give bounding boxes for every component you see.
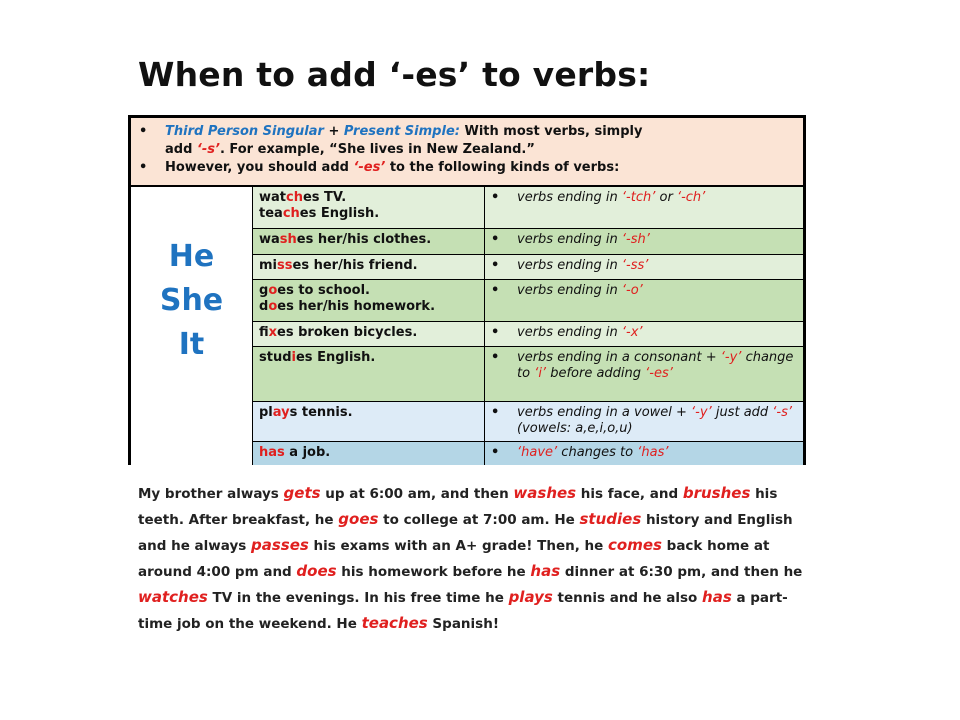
pronoun-column <box>131 187 253 465</box>
example-cell: studies English. <box>253 347 485 401</box>
bullet-icon: • <box>491 283 500 298</box>
paragraph-text: dinner at 6:30 pm, and then he <box>560 564 803 580</box>
paragraph-text: back home at around 4:00 pm and <box>138 538 770 580</box>
bullet-icon: • <box>491 445 500 460</box>
paragraph-text: TV in the evenings. In his free time he <box>207 590 509 606</box>
bullet-icon: • <box>491 190 500 205</box>
paragraph-text: to college at 7:00 am. He <box>378 512 580 528</box>
highlighted-verb: washes <box>513 484 577 502</box>
page-title: When to add ‘-es’ to verbs: <box>138 55 651 94</box>
example-cell: watches TV. teaches English. <box>253 187 485 228</box>
paragraph-text: history and English and he always <box>138 512 793 554</box>
intro-box <box>131 118 803 187</box>
rule-cell: • verbs ending in a consonant + ‘-y’ change to ‘i’ before adding ‘-es’ <box>485 347 803 401</box>
table-row <box>253 402 803 442</box>
highlighted-verb: has <box>530 562 561 580</box>
highlighted-verb: goes <box>338 510 379 528</box>
rule-cell: • verbs ending in ‘-o’ <box>485 280 803 321</box>
highlighted-verb: passes <box>251 536 309 554</box>
table-row <box>253 347 803 402</box>
rule-cell: • ‘have’ changes to ‘has’ <box>491 445 669 460</box>
table-row <box>253 280 803 322</box>
term-present-simple: Present Simple: <box>343 124 460 139</box>
paragraph-text: his exams with an A+ grade! Then, he <box>308 538 609 554</box>
rule-cell: • verbs ending in ‘-tch’ or ‘-ch’ <box>485 187 803 228</box>
paragraph-text: a part-time job on the weekend. He <box>138 590 788 632</box>
example-cell: plays tennis. <box>253 402 485 441</box>
highlighted-verb: plays <box>508 588 553 606</box>
bullet-icon: • <box>491 350 500 365</box>
example-cell: has a job. <box>253 442 485 465</box>
table-row <box>253 442 803 465</box>
paragraph-text: his homework before he <box>336 564 531 580</box>
example-cell: goes to school. does her/his homework. <box>253 280 485 321</box>
paragraph-text: tennis and he also <box>552 590 703 606</box>
rule-cell: • verbs ending in ‘-sh’ <box>485 229 803 254</box>
pronoun-she: She <box>159 283 224 318</box>
highlighted-verb: does <box>296 562 337 580</box>
rule-cell: • verbs ending in ‘-ss’ <box>485 255 803 279</box>
bullet-icon: • <box>491 325 500 340</box>
verb-rules-table <box>128 115 806 465</box>
bullet-icon: • <box>139 124 148 139</box>
highlighted-verb: gets <box>283 484 321 502</box>
table-row <box>253 187 803 229</box>
highlighted-verb: studies <box>579 510 642 528</box>
highlighted-verb: teaches <box>361 614 428 632</box>
highlighted-verb: brushes <box>682 484 751 502</box>
bullet-icon: • <box>139 160 148 175</box>
term-third-person: Third Person Singular <box>165 124 324 139</box>
paragraph-text: up at 6:00 am, and then <box>320 486 514 502</box>
table-row <box>253 322 803 347</box>
bullet-icon: • <box>491 258 500 273</box>
paragraph-text: My brother always <box>138 486 284 502</box>
rule-cell: • verbs ending in a vowel + ‘-y’ just add ‘-s’ (vowels: a,e,i,o,u) <box>491 405 793 436</box>
example-cell: fixes broken bicycles. <box>253 322 485 346</box>
example-cell: misses her/his friend. <box>253 255 485 279</box>
example-paragraph <box>138 481 808 637</box>
pronoun-he: He <box>168 239 215 274</box>
pronoun-it: It <box>178 327 205 362</box>
highlighted-verb: watches <box>138 588 208 606</box>
highlighted-verb: comes <box>608 536 662 554</box>
intro-bullet-1: • Third Person Singular + Present Simple: With most verbs, simply add ‘-s’. For example, “She lives in New Zealand.” <box>139 124 643 157</box>
rule-cell: • verbs ending in ‘-x’ <box>485 322 803 346</box>
highlighted-verb: has <box>702 588 732 606</box>
intro-bullet-2: • However, you should add ‘-es’ to the following kinds of verbs: <box>139 160 620 175</box>
example-cell: washes her/his clothes. <box>253 229 485 254</box>
paragraph-text: his teeth. After breakfast, he <box>138 486 778 528</box>
table-row <box>253 229 803 255</box>
bullet-icon: • <box>491 405 500 420</box>
paragraph-text: his face, and <box>576 486 683 502</box>
bullet-icon: • <box>491 232 500 247</box>
paragraph-text: Spanish! <box>427 616 499 632</box>
table-row <box>253 255 803 280</box>
